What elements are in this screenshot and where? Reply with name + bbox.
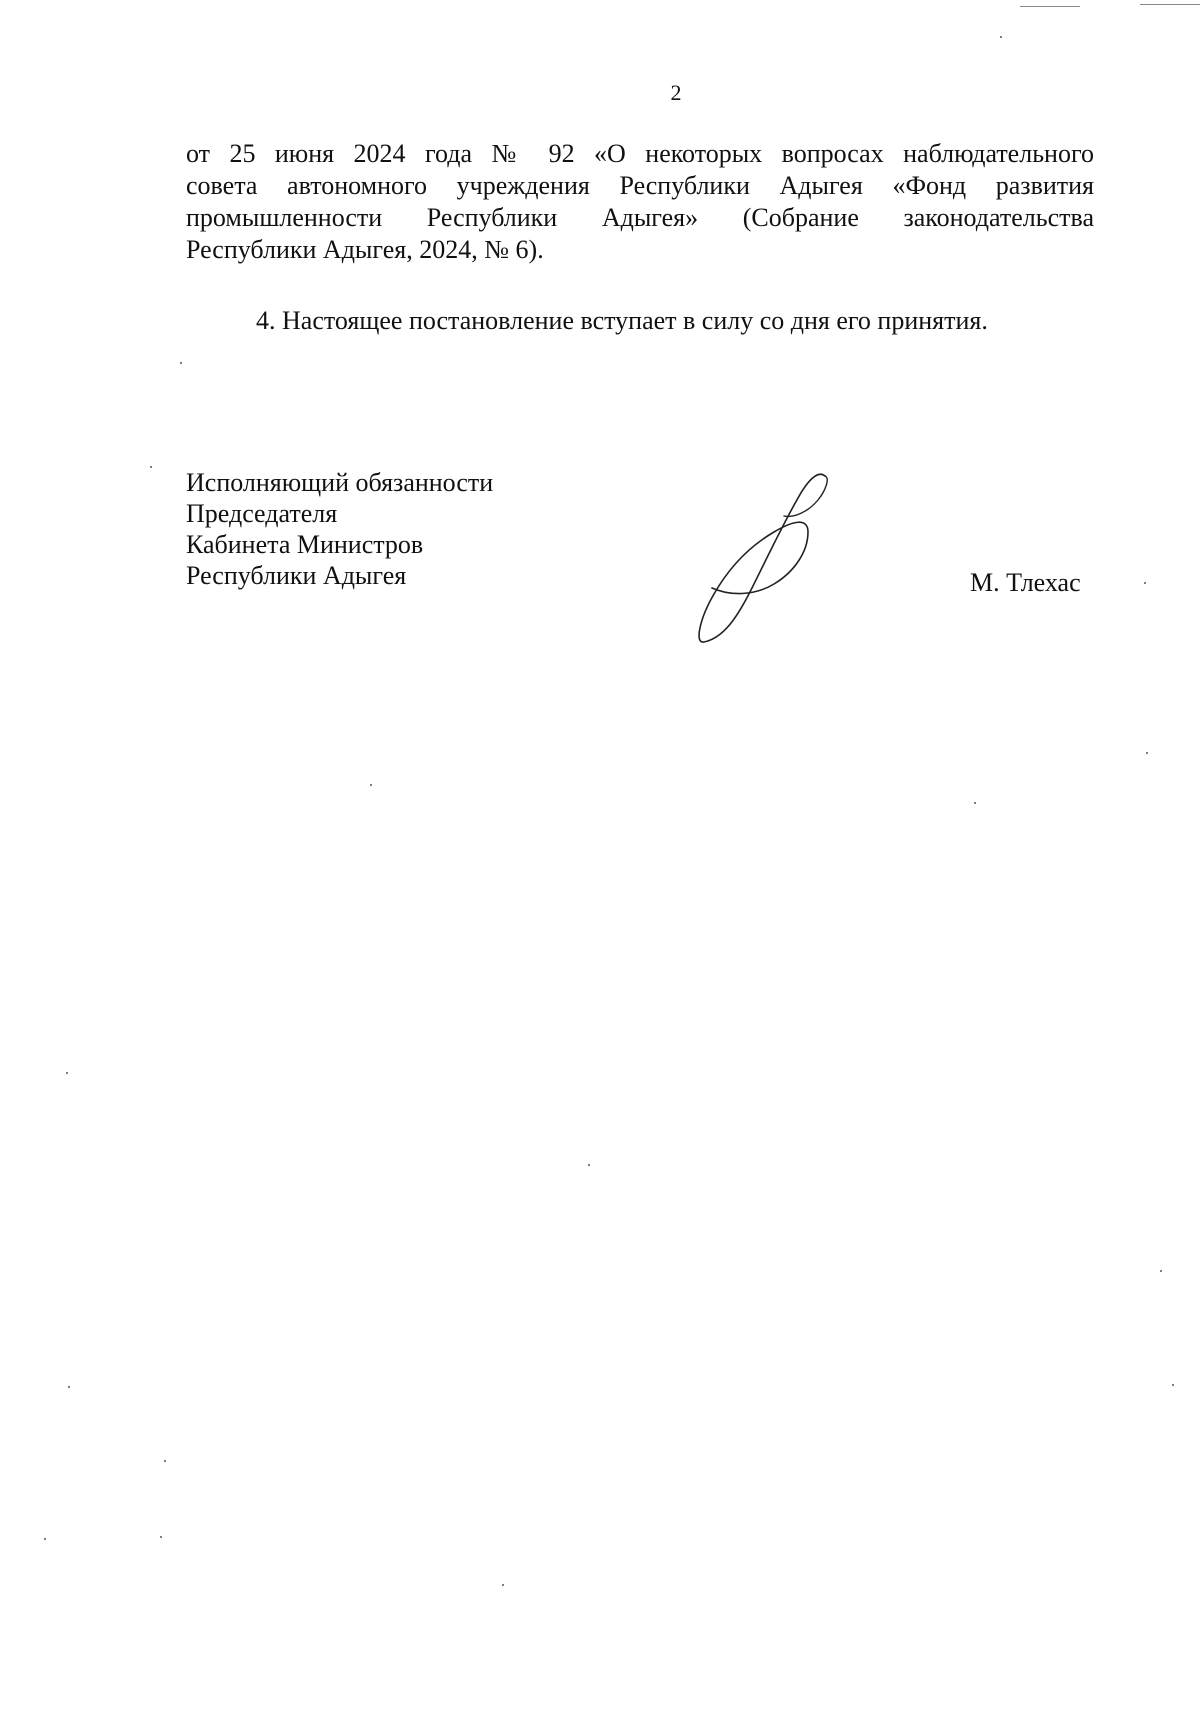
scan-artifact [974, 802, 976, 804]
scan-artifact [588, 1164, 590, 1166]
scan-artifact [502, 1584, 504, 1586]
paragraph-4: 4. Настоящее постановление вступает в силу со дня его принятия. [256, 306, 988, 335]
scan-artifact [150, 466, 152, 468]
scan-artifact [68, 1386, 70, 1388]
scan-artifact [1000, 36, 1002, 38]
paragraph-line: от 25 июня 2024 года № 92 «О некоторых вопросах наблюдательного [186, 139, 1094, 168]
paragraph-line: Республики Адыгея, 2024, № 6). [186, 235, 544, 264]
scan-artifact [370, 784, 372, 786]
scan-artifact [1146, 752, 1148, 754]
page-number: 2 [670, 80, 682, 105]
scan-artifact [1140, 4, 1200, 5]
scan-artifact [1172, 1384, 1174, 1386]
paragraph-line: совета автономного учреждения Республики Адыгея «Фонд развития [186, 171, 1094, 200]
scan-artifact [66, 1072, 68, 1074]
scan-artifact [180, 362, 182, 364]
scan-artifact [1144, 582, 1146, 584]
signer-position-line: Республики Адыгея [186, 561, 407, 590]
scan-artifact [164, 1460, 166, 1462]
signer-name: М. Тлехас [970, 568, 1081, 597]
paragraph-continuation [186, 138, 1094, 266]
scan-artifact [160, 1536, 162, 1538]
scan-artifact [44, 1538, 46, 1540]
handwritten-signature [690, 468, 840, 648]
scan-artifact [1020, 6, 1080, 7]
paragraph-line: промышленности Республики Адыгея» (Собрание законодательства [186, 203, 1094, 232]
signer-position [186, 467, 493, 591]
signer-position-line: Исполняющий обязанности [186, 468, 494, 497]
scan-artifact [1160, 1270, 1162, 1272]
signer-position-line: Кабинета Министров [186, 530, 424, 559]
signer-position-line: Председателя [186, 499, 338, 528]
